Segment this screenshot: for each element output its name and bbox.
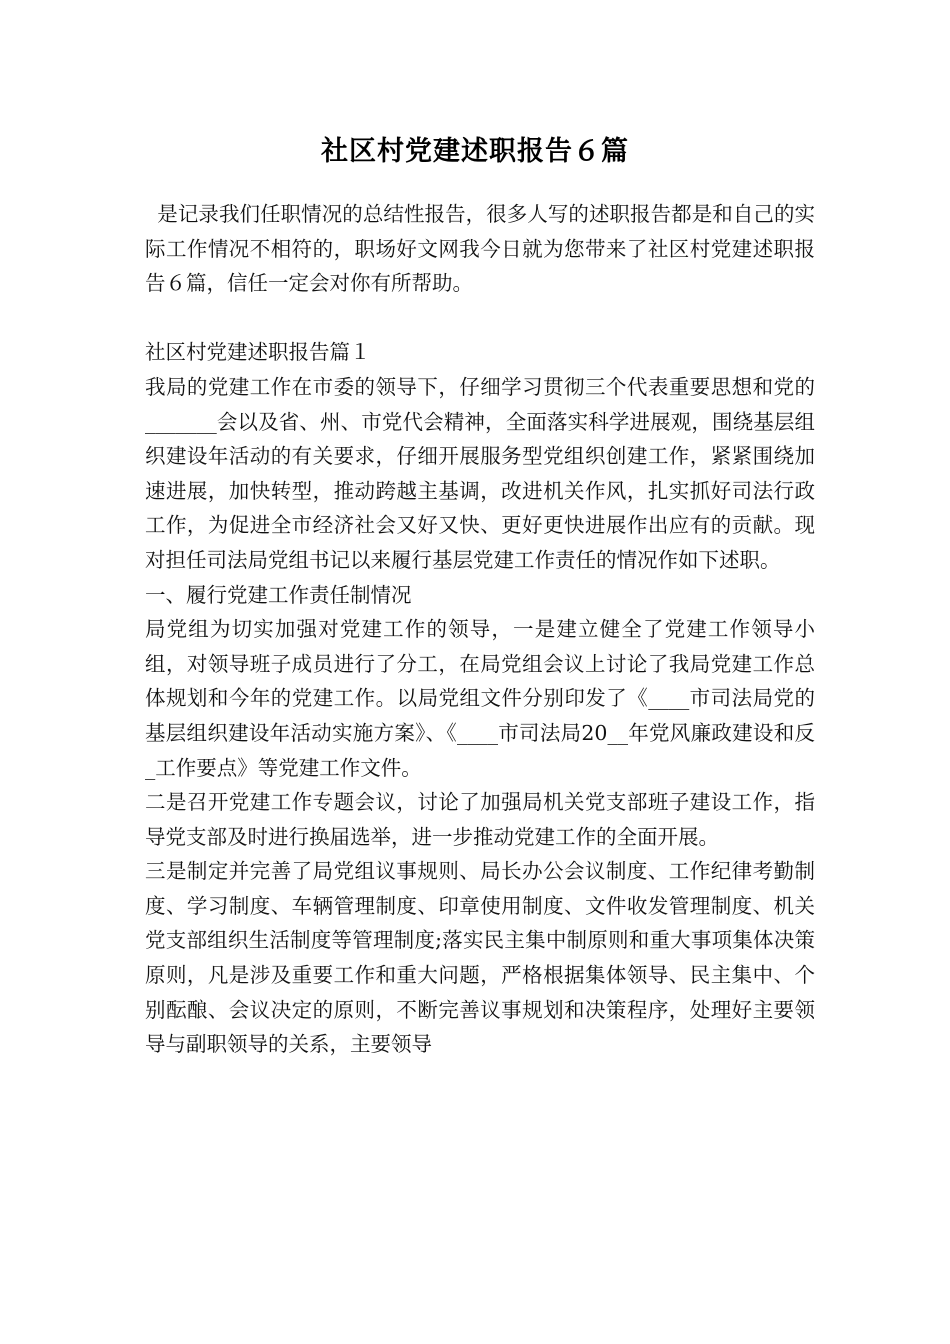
body-paragraph: 二是召开党建工作专题会议，讨论了加强局机关党支部班子建设工作，指导党支部及时进行换届选举，进一步推动党建工作的全面开展。 (145, 790, 815, 849)
body-paragraph: 我局的党建工作在市委的领导下，仔细学习贯彻三个代表重要思想和党的_______会以及省、州、市党代会精神，全面落实科学进展观，围绕基层组织建设年活动的有关要求，仔细开展服务型党组织创建工作，紧紧围绕加速进展，加快转型，推动跨越主基调，改进机关作风，扎实抓好司法行政工作，为促进全市经济社会又好又快、更好更快进展作出应有的贡献。现对担任司法局党组书记以来履行基层党建工作责任的情况作如下述职。 (145, 374, 815, 572)
subheading-1: 一、履行党建工作责任制情况 (145, 582, 412, 607)
document-body (145, 197, 815, 1062)
body-paragraph: 局党组为切实加强对党建工作的领导，一是建立健全了党建工作领导小组，对领导班子成员进行了分工，在局党组会议上讨论了我局党建工作总体规划和今年的党建工作。以局党组文件分别印发了《____市司法局党的基层组织建设年活动实施方案》、《____市司法局20__年党风廉政建设和反_工作要点》等党建工作文件。 (145, 617, 815, 780)
section-heading: 社区村党建述职报告篇１ (145, 340, 371, 365)
intro-paragraph: 是记录我们任职情况的总结性报告，很多人写的述职报告都是和自己的实际工作情况不相符的，职场好文网我今日就为您带来了社区村党建述职报告６篇，信任一定会对你有所帮助。 (145, 202, 815, 296)
document-title: 社区村党建述职报告６篇 (321, 136, 629, 167)
body-paragraph: 三是制定并完善了局党组议事规则、局长办公会议制度、工作纪律考勤制度、学习制度、车辆管理制度、印章使用制度、文件收发管理制度、机关党支部组织生活制度等管理制度;落实民主集中制原则和重大事项集体决策原则，凡是涉及重要工作和重大问题，严格根据集体领导、民主集中、个别酝酿、会议决定的原则，不断完善议事规划和决策程序，处理好主要领导与副职领导的关系，主要领导 (145, 859, 815, 1057)
